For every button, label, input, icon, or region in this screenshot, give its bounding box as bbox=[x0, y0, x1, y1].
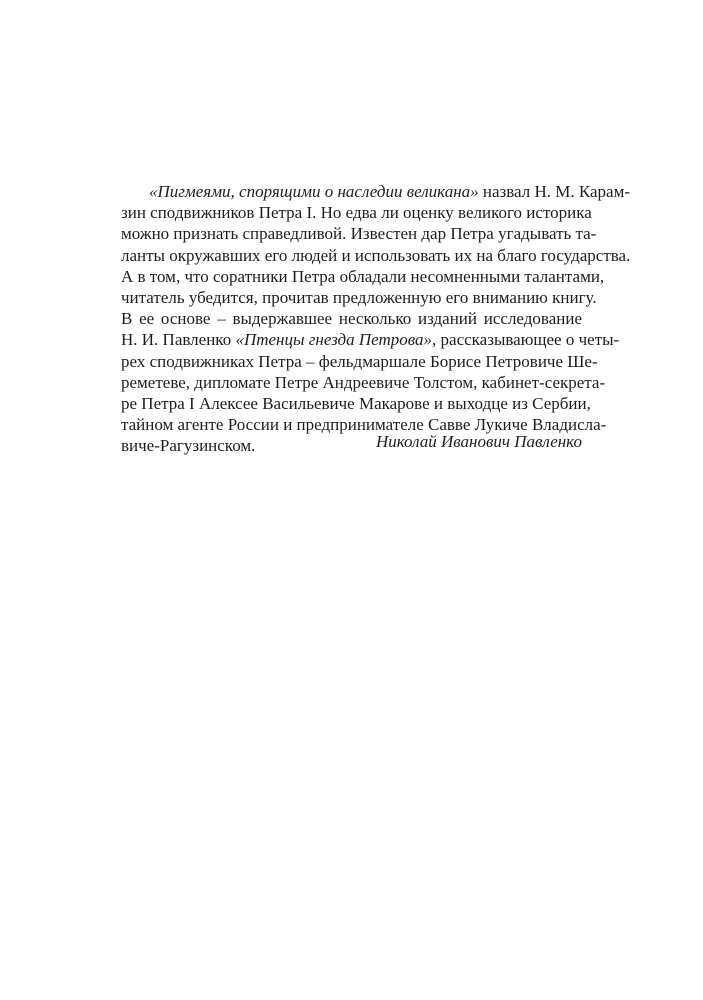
text-segment: назвал Н. М. Карам- bbox=[478, 182, 630, 201]
text-segment: Н. И. Павленко bbox=[121, 330, 236, 350]
text-line bbox=[121, 266, 605, 287]
text-segment: можно признать справедливой. Известен дар Петра угадывать та- bbox=[121, 224, 597, 244]
annotation-paragraph bbox=[121, 181, 631, 456]
text-line bbox=[121, 393, 591, 414]
author-signature: Николай Иванович Павленко bbox=[375, 432, 582, 451]
text-segment: зин сподвижников Петра I. Но едва ли оценку великого историка bbox=[121, 203, 592, 223]
text-segment: А в том, что соратники Петра обладали несомненными талантами, bbox=[121, 266, 605, 286]
text-segment: тайном агенте России и предпринимателе Савве Лукиче Владисла- bbox=[121, 415, 607, 435]
text-line bbox=[121, 351, 598, 372]
text-segment: виче-Рагузинском. bbox=[121, 436, 256, 456]
text-segment: реметеве, дипломате Петре Андреевиче Толстом, кабинет-секрета- bbox=[121, 372, 606, 392]
italic-text-segment: «Птенцы гнезда Петрова» bbox=[235, 330, 433, 350]
text-segment: ланты окружавших его людей и использовать их на благо государства. bbox=[121, 245, 631, 265]
text-line bbox=[121, 329, 620, 350]
text-line bbox=[121, 245, 631, 266]
text-line bbox=[121, 372, 606, 393]
text-segment: , рассказывающее о четы- bbox=[432, 330, 620, 350]
text-segment: рех сподвижниках Петра – фельдмаршале Борисе Петровиче Ше- bbox=[121, 351, 598, 371]
text-segment: читатель убедится, прочитав предложенную его вниманию книгу. bbox=[121, 287, 597, 307]
text-line bbox=[121, 308, 582, 329]
text-segment: ре Петра I Алексее Васильевиче Макарове и выходце из Сербии, bbox=[121, 393, 591, 413]
italic-text-segment: «Пигмеями, спорящими о наследии великана» bbox=[149, 182, 479, 201]
text-line bbox=[121, 223, 597, 244]
text-segment: В ее основе – выдержавшее несколько изданий исследование bbox=[121, 309, 582, 329]
text-line bbox=[121, 287, 597, 308]
text-line bbox=[121, 202, 592, 223]
text-line bbox=[121, 181, 630, 202]
